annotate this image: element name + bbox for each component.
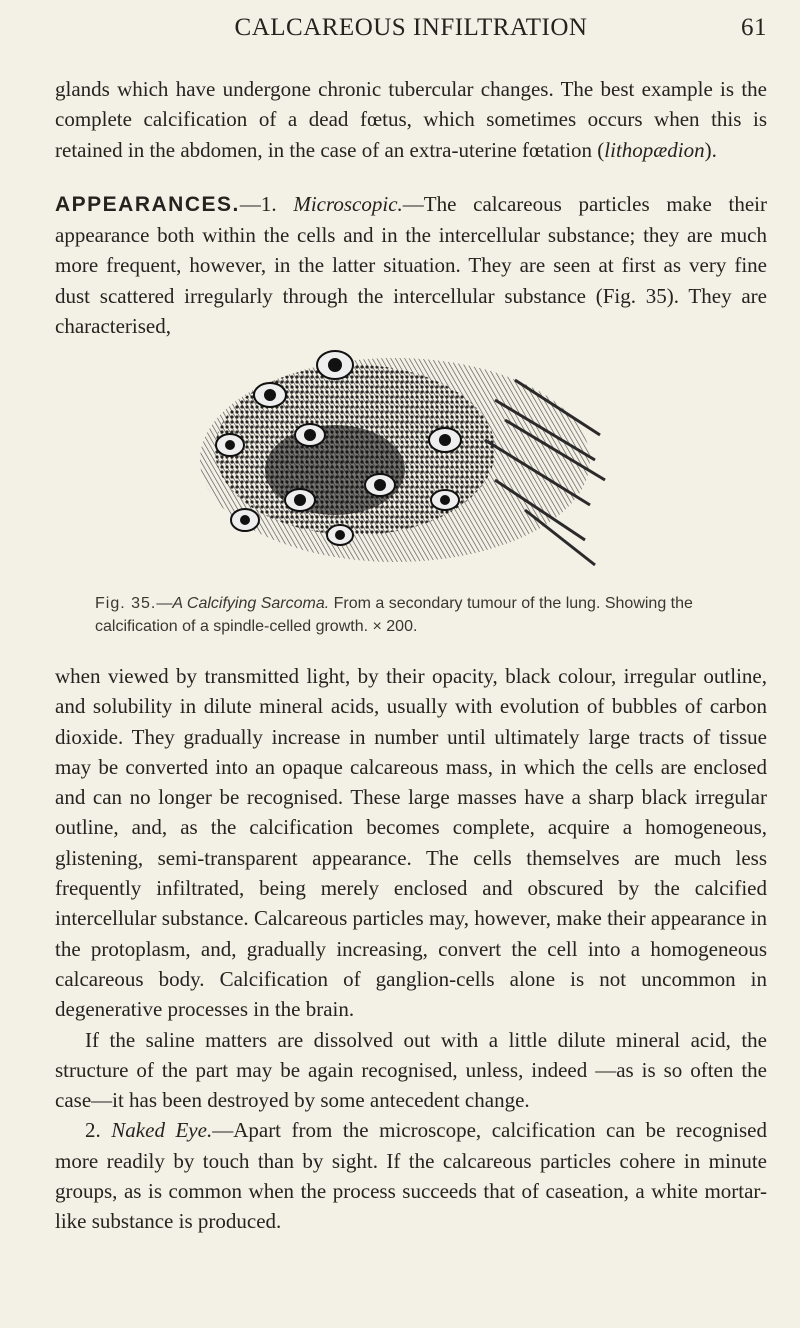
subheading-naked-eye: Naked Eye. xyxy=(111,1118,213,1143)
section-heading-appearances: APPEARANCES. xyxy=(55,192,240,216)
running-title: CALCAREOUS INFILTRATION xyxy=(234,14,588,41)
paragraph-intro: glands which have undergone chronic tubercular changes. The best example is the complete calcification of a dead fœtus, which sometimes occurs when this is retained in the abdomen, in the case of an extra-uterine fœtation (lithopædion). xyxy=(55,77,767,162)
page-number: 61 xyxy=(741,14,767,41)
figure-illustration xyxy=(195,340,627,580)
text-block-bottom xyxy=(55,661,767,1237)
term-lithopaedion: lithopædion xyxy=(604,137,705,162)
figure-caption: Fig. 35.—A Calcifying Sarcoma. From a secondary tumour of the lung. Showing the calcification of a spindle-celled growth. × 200. xyxy=(95,595,693,635)
paragraph-saline: If the saline matters are dissolved out with a little dilute mineral acid, the structure of the part may be again recognised, unless, indeed —as is so often the case—it has been destroyed by some antecedent change. xyxy=(55,1027,767,1113)
paragraph-appearances: APPEARANCES.—1. Microscopic.—The calcareous particles make their appearance both within the cells and in the intercellular substance; they are much more frequent, however, in the latter situation. They are seen at first as very fine dust scattered irregularly through the intercellular substance (Fig. 35). They are characterised, xyxy=(55,191,768,339)
figure-description: From a secondary tumour of the lung. Showing the calcification of a spindle-celled growth. × 200. xyxy=(95,595,693,635)
figure-label: Fig. 35. xyxy=(95,595,157,612)
text-block-top xyxy=(55,74,767,341)
running-header xyxy=(55,14,767,54)
paragraph-naked-eye: 2. Naked Eye.—Apart from the microscope, calcification can be recognised more readily by touch than by sight. If the calcareous particles cohere in minute groups, as is common when the process succeeds that of caseation, a white mortar-like substance is produced. xyxy=(55,1118,768,1234)
paragraph-characteristics: when viewed by transmitted light, by their opacity, black colour, irregular outline, and solubility in dilute mineral acids, usually with evolution of bubbles of carbon dioxide. They gradually increase in number until ultimately large tracts of tissue may be converted into an opaque calcareous mass, in which the cells are enclosed and can no longer be recognised. These large masses have a sharp black irregular outline, and, as the calcification becomes complete, acquire a homogeneous, glistening, semi-transparent appearance. The cells themselves are much less frequently infiltrated, being merely enclosed and obscured by the calcified intercellular substance. Calcareous particles may, however, make their appearance in the protoplasm, and, gradually increasing, convert the cell into a homogeneous calcareous body. Calcification of ganglion-cells alone is not uncommon in degenerative processes in the brain. xyxy=(55,664,767,1022)
subheading-microscopic: Microscopic. xyxy=(293,191,403,216)
figure-title: A Calcifying Sarcoma. xyxy=(172,595,330,612)
